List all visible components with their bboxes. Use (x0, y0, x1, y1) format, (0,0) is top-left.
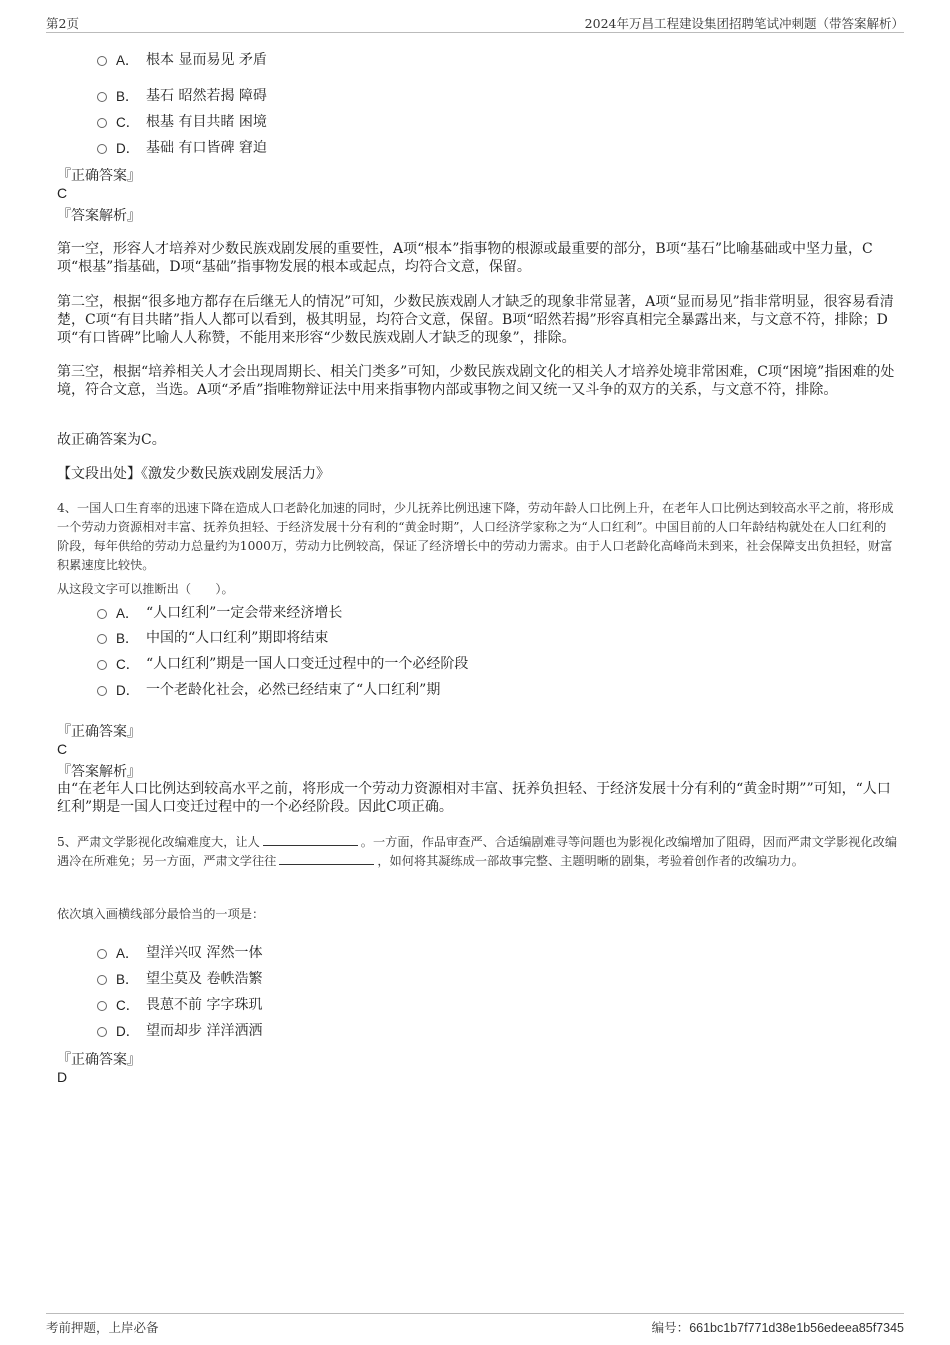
footer-slogan: 考前押题，上岸必备 (46, 1320, 159, 1335)
q3-option-c[interactable]: C． 根基 有目共睹 困境 (97, 112, 267, 130)
document-code: 编号：661bc1b7f771d38e1b56edeea85f7345 (651, 1320, 904, 1335)
fill-blank-2[interactable] (279, 854, 374, 865)
q4-option-c[interactable]: C． “人口红利”期是一国人口变迁过程中的一个必经阶段 (97, 654, 468, 672)
radio-icon[interactable] (97, 609, 107, 619)
radio-icon[interactable] (97, 1001, 107, 1011)
q5-answer: D (57, 1069, 68, 1085)
option-text: “人口红利”一定会带来经济增长 (146, 605, 343, 621)
option-text: 根基 有目共睹 困境 (146, 114, 267, 130)
radio-icon[interactable] (97, 92, 107, 102)
option-text: 望尘莫及 卷帙浩繁 (146, 971, 263, 987)
q4-option-a[interactable]: A． “人口红利”一定会带来经济增长 (97, 603, 342, 621)
option-text: 一个老龄化社会，必然已经结束了“人口红利”期 (146, 682, 441, 698)
radio-icon[interactable] (97, 1027, 107, 1037)
q4-question: 从这段文字可以推断出（ ）。 (57, 582, 234, 596)
q3-answer: C (57, 185, 68, 201)
option-text: “人口红利”期是一国人口变迁过程中的一个必经阶段 (146, 656, 469, 672)
q5-option-c[interactable]: C． 畏葸不前 字字珠玑 (97, 995, 262, 1013)
q4-option-b[interactable]: B． 中国的“人口红利”期即将结束 (97, 628, 328, 646)
q3-analysis-label: 『答案解析』 (57, 208, 141, 224)
option-text: 望而却步 洋洋洒洒 (146, 1023, 263, 1039)
q3-answer-label: 『正确答案』 (57, 168, 141, 184)
option-text: 根本 显而易见 矛盾 (146, 52, 267, 68)
radio-icon[interactable] (97, 949, 107, 959)
q3-analysis-paragraph-2: 第二空，根据“很多地方都存在后继无人的情况”可知，少数民族戏剧人才缺乏的现象非常显著，A项“显而易见”指非常明显，很容易看清楚，C项“有目共睹”指人人都可以看到，极其明显，均符合文意，保留。B项“昭然若揭”形容真相完全暴露出来，与文意不符，排除；D项“有口皆碑”比喻人人称赞，不能用来形容“少数民族戏剧人才缺乏的现象”，排除。 (57, 294, 894, 346)
option-text: 畏葸不前 字字珠玑 (146, 997, 263, 1013)
q5-stem: 5、严肃文学影视化改编难度大，让人 。一方面，作品审查严、合适编剧难寻等问题也为影视化改编增加了阻碍，因而严肃文学影视化改编遇冷在所难免；另一方面，严肃文学往往 ，如何将其凝练成一部故事完整、主题明晰的剧集，考验着创作者的改编功力。 (57, 835, 898, 868)
fill-blank-1[interactable] (263, 835, 358, 846)
radio-icon[interactable] (97, 56, 107, 66)
document-title: 2024年万昌工程建设集团招聘笔试冲刺题（带答案解析） (584, 16, 904, 31)
q4-answer: C (57, 741, 68, 757)
radio-icon[interactable] (97, 686, 107, 696)
q3-option-d[interactable]: D． 基础 有口皆碑 窘迫 (97, 138, 267, 156)
q5-option-a[interactable]: A． 望洋兴叹 浑然一体 (97, 943, 262, 961)
q5-question: 依次填入画横线部分最恰当的一项是： (57, 907, 265, 921)
q5-option-b[interactable]: B． 望尘莫及 卷帙浩繁 (97, 969, 262, 987)
radio-icon[interactable] (97, 144, 107, 154)
q3-conclusion: 故正确答案为C。 (57, 432, 166, 448)
page-number: 第2页 (46, 16, 79, 31)
radio-icon[interactable] (97, 634, 107, 644)
page-header (46, 14, 904, 33)
q4-analysis: 由“在老年人口比例达到较高水平之前，将形成一个劳动力资源相对丰富、抚养负担轻、于经济发展十分有利的“黄金时期””可知，“人口红利”期是一国人口变迁过程中的一个必经阶段。因此C项正确。 (57, 781, 891, 815)
q4-answer-label: 『正确答案』 (57, 724, 141, 740)
option-text: 基础 有口皆碑 窘迫 (146, 140, 267, 156)
radio-icon[interactable] (97, 975, 107, 985)
option-text: 望洋兴叹 浑然一体 (146, 945, 263, 961)
q3-analysis-paragraph-1: 第一空，形容人才培养对少数民族戏剧发展的重要性，A项“根本”指事物的根源或最重要的部分，B项“基石”比喻基础或中坚力量，C项“根基”指基础，D项“基础”指事物发展的根本或起点，均符合文意，保留。 (57, 241, 873, 275)
radio-icon[interactable] (97, 118, 107, 128)
q4-option-d[interactable]: D． 一个老龄化社会，必然已经结束了“人口红利”期 (97, 680, 440, 698)
q3-option-a[interactable]: A． 根本 显而易见 矛盾 (97, 50, 267, 68)
q3-source: 【文段出处】《激发少数民族戏剧发展活力》 (57, 466, 330, 482)
page-footer (46, 1313, 904, 1336)
option-text: 基石 昭然若揭 障碍 (146, 88, 267, 104)
q3-analysis-paragraph-3: 第三空，根据“培养相关人才会出现周期长、相关门类多”可知，少数民族戏剧文化的相关人才培养处境非常困难，C项“困境”指困难的处境，符合文意，当选。A项“矛盾”指唯物辩证法中用来指事物内部或事物之间又统一又斗争的双方的关系，与文意不符，排除。 (57, 364, 895, 398)
q5-answer-label: 『正确答案』 (57, 1052, 141, 1068)
q4-analysis-label: 『答案解析』 (57, 764, 141, 780)
q5-option-d[interactable]: D． 望而却步 洋洋洒洒 (97, 1021, 262, 1039)
q3-option-b[interactable]: B． 基石 昭然若揭 障碍 (97, 86, 267, 104)
radio-icon[interactable] (97, 660, 107, 670)
option-text: 中国的“人口红利”期即将结束 (146, 630, 329, 646)
q4-stem: 4、一国人口生育率的迅速下降在造成人口老龄化加速的同时，少儿抚养比例迅速下降，劳动年龄人口比例上升，在老年人口比例达到较高水平之前，将形成一个劳动力资源相对丰富、抚养负担轻、于经济发展十分有利的“黄金时期”，人口经济学家称之为“人口红利”。中国目前的人口年龄结构就处在人口红利的阶段，每年供给的劳动力总量约为1000万，劳动力比例较高，保证了经济增长中的劳动力需求。由于人口老龄化高峰尚未到来，社会保障支出负担轻，财富积累速度比较快。 (57, 501, 894, 572)
